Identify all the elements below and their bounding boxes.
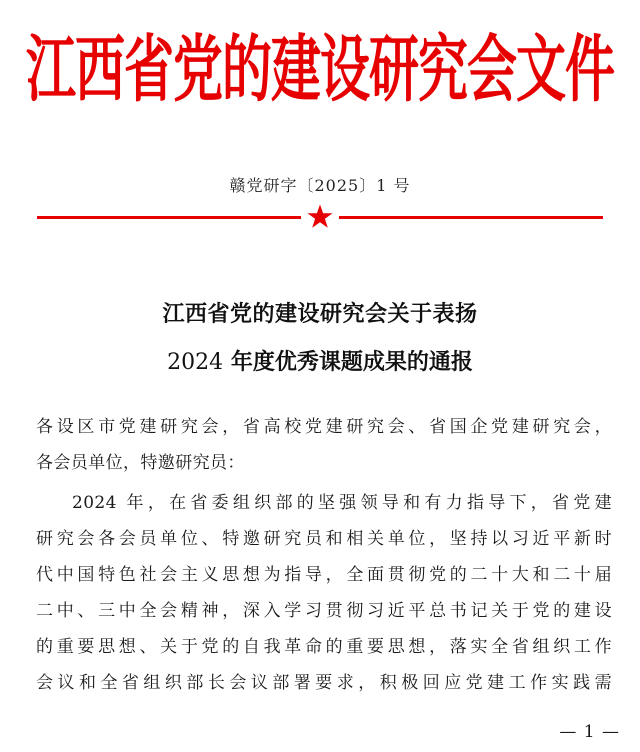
document-number: 赣党研字〔2025〕1 号 (229, 176, 411, 195)
masthead-title: 江西省党的建设研究会文件 (26, 27, 614, 113)
body-line: 代中国特色社会主义思想为指导，全面贯彻党的二十大和二十届 (36, 565, 612, 585)
body-line: 二中、三中全会精神，深入学习贯彻习近平总书记关于党的建设 (36, 601, 612, 621)
red-divider-right (339, 216, 603, 219)
notice-title-line-2 (0, 345, 640, 376)
notice-title-year: 2024 (167, 350, 224, 375)
body-line: 研究会各会员单位、特邀研究员和相关单位，坚持以习近平新时 (36, 529, 612, 549)
page-number: — 1 — (559, 722, 620, 742)
salutation-line: 各设区市党建研究会，省高校党建研究会、省国企党建研究会， (36, 417, 612, 437)
body-line: 会议和全省组织部长会议部署要求，积极回应党建工作实践需 (36, 673, 612, 693)
body-paragraph (36, 485, 612, 701)
star-icon (306, 203, 334, 231)
notice-title-rest: 年度优秀课题成果的通报 (230, 349, 473, 375)
body-line: 2024 年，在省委组织部的坚强领导和有力指导下，省党建 (72, 493, 612, 513)
notice-title-line-1: 江西省党的建设研究会关于表扬 (162, 301, 478, 327)
salutation-line: 各会员单位，特邀研究员： (36, 453, 245, 473)
body-line: 的重要思想、关于党的自我革命的重要思想，落实全省组织工作 (36, 637, 612, 657)
red-divider-left (37, 216, 301, 219)
salutation (36, 409, 612, 481)
